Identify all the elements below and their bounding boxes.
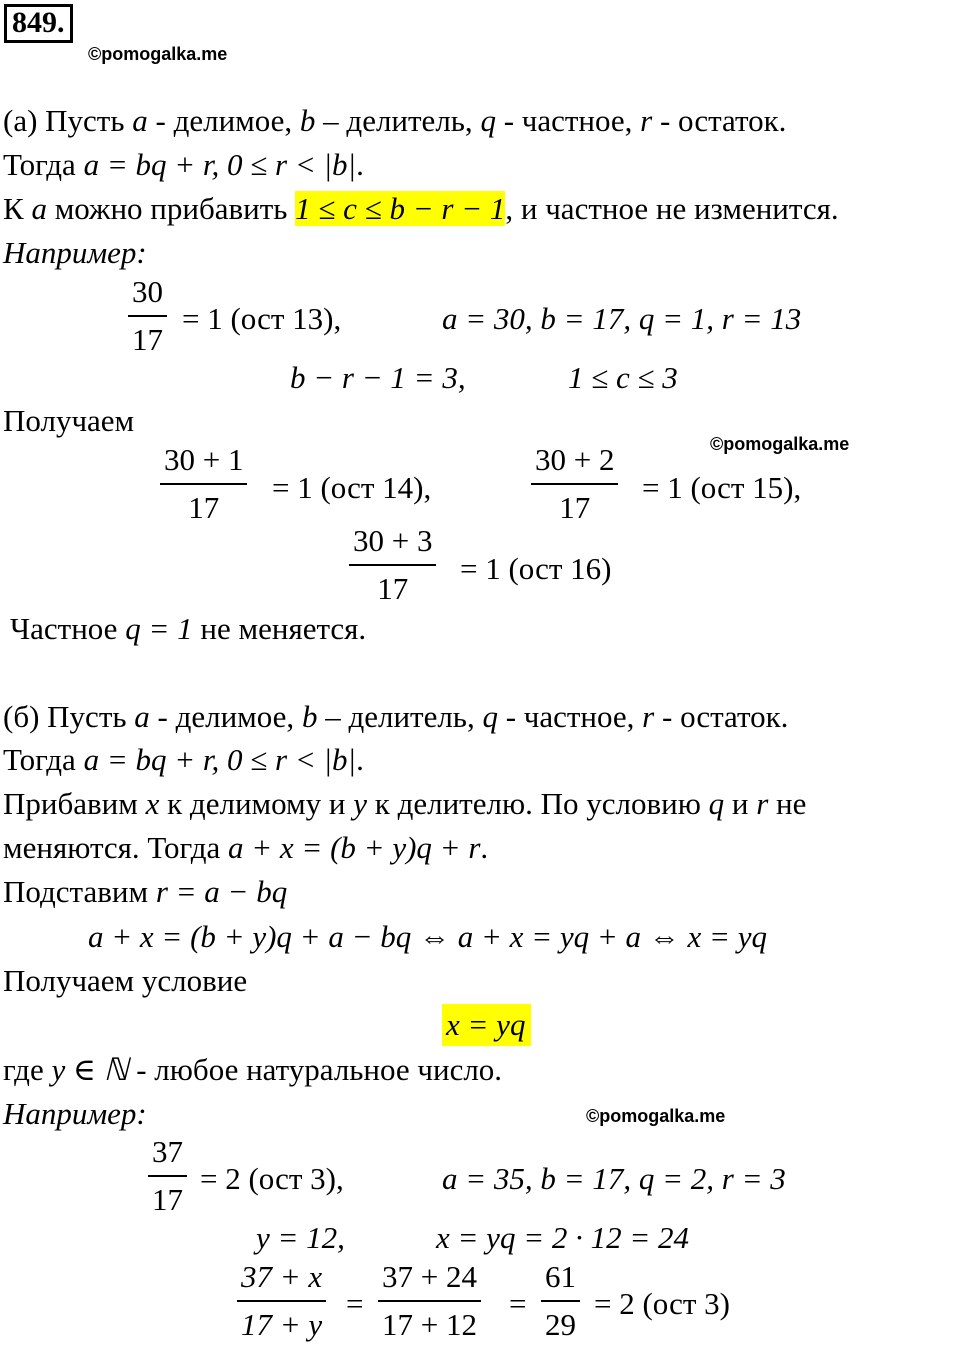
result-b-final: = 2 (ост 3)	[594, 1286, 730, 1321]
fraction-31-17: 30 + 1 17	[160, 442, 247, 526]
watermark: ©pomogalka.me	[88, 44, 228, 64]
part-a-line-1: (а) Пусть a - делимое, b – делитель, q - частное, r - остаток.	[3, 103, 787, 138]
part-b-line-5: Подставим r = a − bq	[3, 874, 288, 909]
part-b-line-8: где y ∈ ℕ - любое натуральное число.	[3, 1052, 503, 1087]
result-a3: = 1 (ост 15),	[642, 470, 802, 505]
problem-number: 849.	[4, 4, 73, 43]
part-a-conclusion: Частное q = 1 не меняется.	[10, 611, 367, 646]
y-value: y = 12,	[256, 1220, 345, 1255]
fraction-33-17: 30 + 3 17	[349, 523, 436, 607]
fraction-37-17: 37 17	[148, 1134, 187, 1218]
fraction-30-17: 30 17	[128, 274, 167, 358]
fraction-37x-17y: 37 + x 17 + y	[237, 1259, 326, 1343]
part-b-line-4: меняются. Тогда a + x = (b + y)q + r.	[3, 830, 489, 865]
result-condition: x = yq	[442, 1004, 531, 1046]
b-r-1: b − r − 1 = 3,	[290, 360, 466, 395]
x-value: x = yq = 2 · 12 = 24	[436, 1220, 690, 1255]
part-b-derivation: a + x = (b + y)q + a − bq ⇔ a + x = yq + a ⇔ x = yq	[88, 919, 767, 954]
values-b: a = 35, b = 17, q = 2, r = 3	[442, 1161, 786, 1196]
part-a-line-3: К a можно прибавить 1 ≤ c ≤ b − r − 1, и частное не изменится.	[3, 191, 839, 226]
part-b-line-2: Тогда a = bq + r, 0 ≤ r < |b|.	[3, 742, 364, 777]
result-b1: = 2 (ост 3),	[200, 1161, 344, 1196]
values-a: a = 30, b = 17, q = 1, r = 13	[442, 301, 802, 336]
example-label-b: Например:	[3, 1096, 147, 1131]
part-b-line-1: (б) Пусть a - делимое, b – делитель, q - частное, r - остаток.	[3, 699, 789, 734]
equals-2: =	[509, 1286, 527, 1321]
part-b-line-7: Получаем условие	[3, 963, 248, 998]
result-a2: = 1 (ост 14),	[272, 470, 432, 505]
getting-label: Получаем	[3, 403, 135, 438]
part-a-line-2: Тогда a = bq + r, 0 ≤ r < |b|.	[3, 147, 364, 182]
watermark: ©pomogalka.me	[710, 434, 850, 454]
c-range: 1 ≤ c ≤ 3	[568, 360, 678, 395]
part-b-line-3: Прибавим x к делимому и y к делителю. По условию q и r не	[3, 786, 807, 821]
result-a4: = 1 (ост 16)	[460, 551, 612, 586]
watermark: ©pomogalka.me	[586, 1106, 726, 1126]
fraction-32-17: 30 + 2 17	[531, 442, 618, 526]
fraction-61-29: 61 29	[541, 1259, 580, 1343]
example-label: Например:	[3, 235, 147, 270]
result-a1: = 1 (ост 13),	[182, 301, 342, 336]
equals-1: =	[346, 1286, 364, 1321]
highlight-range: 1 ≤ c ≤ b − r − 1	[295, 191, 506, 226]
fraction-61-29-expanded: 37 + 24 17 + 12	[378, 1259, 481, 1343]
